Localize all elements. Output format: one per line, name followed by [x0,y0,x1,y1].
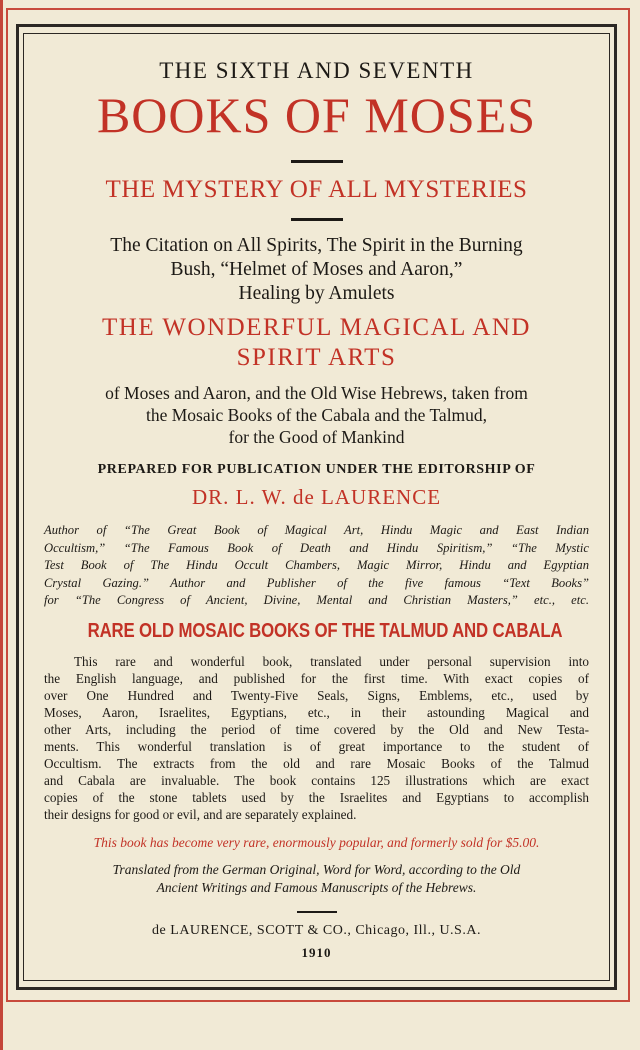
citation-block [44,234,589,306]
description-line: Moses, Aaron, Israelites, Egyptians, etc., in their astounding Magical and [44,704,589,720]
wonderful-heading [44,313,589,373]
book-title: BOOKS OF MOSES [96,87,537,143]
description-line: Occultism. The extracts from the old and rare Mosaic Books of the Talmud [44,755,589,771]
page-edge [0,0,3,1050]
wonderful-line: SPIRIT ARTS [236,344,397,371]
moses-line: of Moses and Aaron, and the Old Wise Hebrews, taken from [105,383,528,403]
description-block [44,653,589,823]
citation-line: Healing by Amulets [238,283,395,304]
divider-rule [291,218,343,221]
prepared-line: PREPARED FOR PUBLICATION UNDER THE EDITORSHIP OF [97,462,536,477]
author-credits [44,522,589,610]
description-line: their designs for good or evil, and are separately explained. [44,806,357,822]
description-line: over One Hundred and Twenty-Five Seals, Signs, Emblems, etc., used by [44,687,589,703]
citation-line: Bush, “Helmet of Moses and Aaron,” [170,259,463,280]
subtitle: THE MYSTERY OF ALL MYSTERIES [105,176,528,203]
author-line: Author of “The Great Book of Magical Art, Hindu Magic and East Indian [44,523,589,537]
rare-heading: RARE OLD MOSAIC BOOKS OF THE TALMUD AND CABALA [87,619,563,642]
wonderful-line: THE WONDERFUL MAGICAL AND [102,314,531,341]
author-line: Occultism,” “The Famous Book of Death and Hindu Spiritism,” “The Mystic [44,540,589,555]
description-line: This rare and wonderful book, translated under personal supervision into [74,653,589,669]
divider-rule [291,160,343,163]
description-line: and Cabala are invaluable. The book contains 125 illustrations which are exact [44,772,589,788]
translation-note [44,861,589,897]
publication-year: 1910 [301,944,332,960]
translation-line: Translated from the German Original, Word for Word, according to the Old [112,861,521,877]
moses-line: the Mosaic Books of the Cabala and the Talmud, [145,405,488,425]
price-note: This book has become very rare, enormously popular, and formerly sold for $5.00. [93,834,540,850]
moses-block [44,382,589,448]
divider-rule [297,911,337,913]
description-line: the English language, and published for the first time. With exact copies of [44,670,589,686]
description-line: other Arts, including the period of time covered by the Old and New Testa- [44,721,589,737]
publisher-imprint: de LAURENCE, SCOTT & CO., Chicago, Ill., U.S.A. [152,922,481,938]
description-line: copies of the stone tablets used by the Israelites and Egyptians to accomplish [44,789,589,805]
title-line-1: THE SIXTH AND SEVENTH [159,58,474,83]
editor-name: DR. L. W. de LAURENCE [191,485,442,509]
author-line: Test Book of The Hindu Occult Chambers, Magic Mirror, Hindu and Egyptian [44,558,589,572]
translation-line: Ancient Writings and Famous Manuscripts of the Hebrews. [156,879,477,895]
author-line: for “The Congress of Ancient, Divine, Mental and Christian Masters,” etc., etc. [44,593,589,607]
author-line: Crystal Gazing.” Author and Publisher of the five famous “Text Books” [44,575,589,590]
moses-line: for the Good of Mankind [228,427,405,447]
citation-line: The Citation on All Spirits, The Spirit in the Burning [110,235,523,256]
title-content [44,54,589,961]
description-line: ments. This wonderful translation is of great importance to the student of [44,738,589,754]
